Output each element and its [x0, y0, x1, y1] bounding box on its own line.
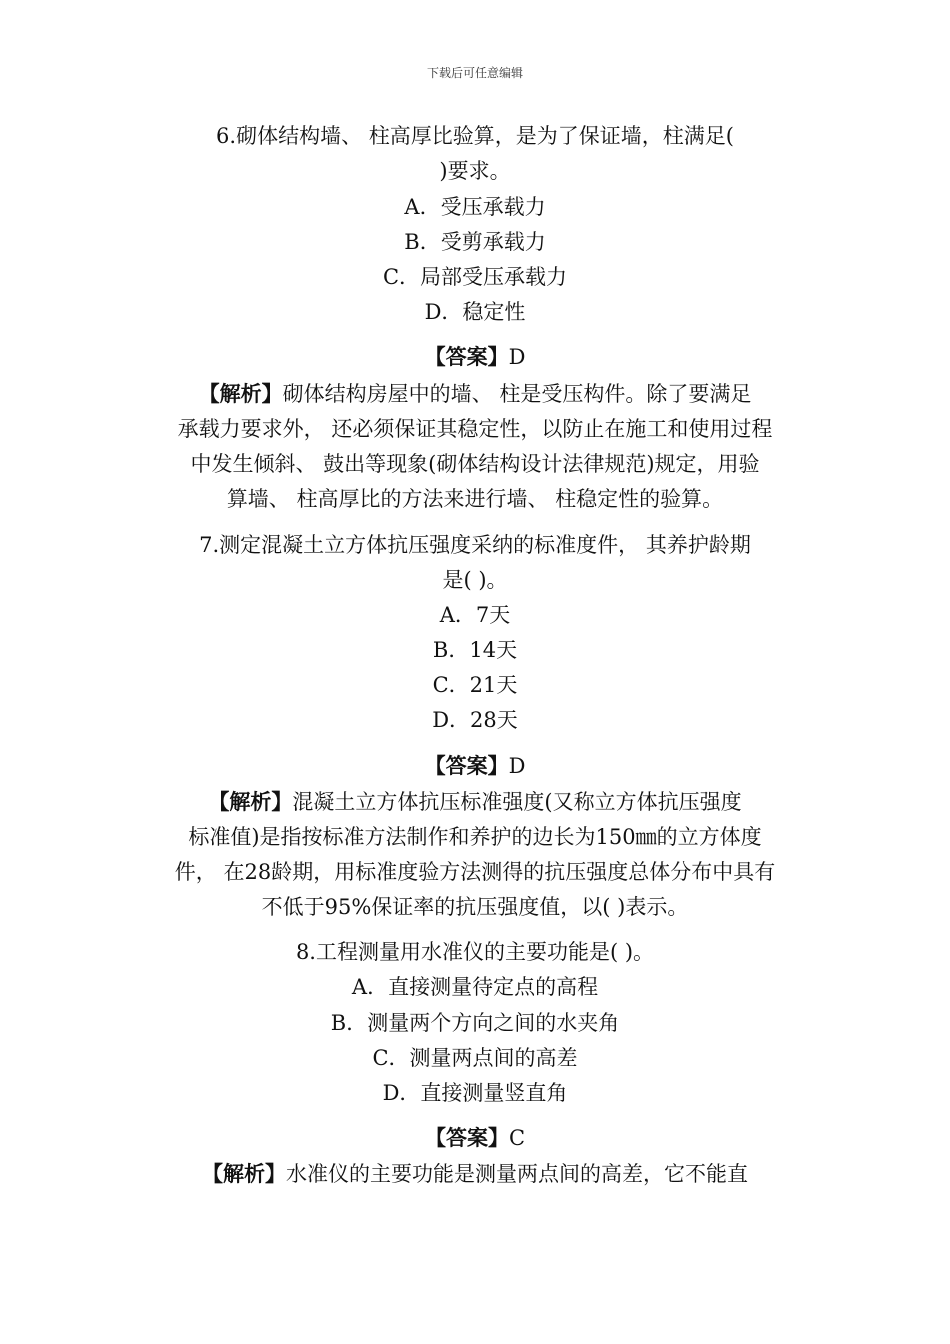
q7-analysis-text-1: 混凝土立方体抗压标准强度(又称立方体抗压强度 — [292, 790, 742, 814]
q8-analysis-text-1: 水准仪的主要功能是测量两点间的高差，它不能直 — [286, 1162, 748, 1186]
q7-answer — [0, 752, 950, 780]
q6-analysis-label: 【解析】 — [198, 381, 283, 406]
q6-option-c: C．局部受压承载力 — [382, 265, 568, 289]
q6-answer-value: D — [508, 345, 526, 369]
q8-analysis-line-1 — [0, 1160, 950, 1188]
q6-analysis-line-1 — [0, 380, 950, 408]
q6-analysis-text-1: 砌体结构房屋中的墙、 柱是受压构件。除了要满足 — [282, 382, 752, 406]
q8-option-c: C．测量两点间的高差 — [372, 1046, 578, 1070]
q6-analysis-line-3: 中发生倾斜、 鼓出等现象(砌体结构设计法律规范)规定，用验 — [190, 452, 760, 476]
q6-option-d: D．稳定性 — [424, 300, 526, 324]
q8-answer-label: 【答案】 — [424, 1125, 509, 1150]
q6-answer-label: 【答案】 — [424, 344, 509, 369]
q8-answer-value: C — [508, 1126, 526, 1150]
page-header: 下载后可任意编辑 — [426, 66, 523, 80]
q7-option-b: B．14天 — [432, 638, 518, 662]
q6-analysis-line-4: 算墙、 柱高厚比的方法来进行墙、 柱稳定性的验算。 — [226, 487, 724, 511]
q8-analysis-label: 【解析】 — [202, 1161, 286, 1186]
q8-answer — [0, 1124, 950, 1152]
q8-option-d: D．直接测量竖直角 — [382, 1081, 568, 1105]
q6-option-b: B．受剪承载力 — [404, 230, 546, 254]
q6-analysis-line-2: 承载力要求外， 还必须保证其稳定性，以防止在施工和使用过程 — [177, 417, 773, 441]
q7-answer-label: 【答案】 — [424, 753, 509, 778]
q7-stem-line-2: 是( )。 — [442, 568, 508, 592]
q7-option-d: D．28天 — [432, 708, 518, 732]
q7-analysis-line-3: 件， 在28龄期，用标准度验方法测得的抗压强度总体分布中具有 — [174, 860, 776, 884]
q6-stem-line-2: )要求。 — [439, 159, 511, 183]
q7-analysis-line-1 — [0, 788, 950, 816]
q6-stem-line-1: 6.砌体结构墙、 柱高厚比验算，是为了保证墙，柱满足( — [216, 124, 734, 148]
q7-answer-value: D — [508, 754, 526, 778]
q7-option-c: C．21天 — [432, 673, 518, 697]
q7-stem-line-1: 7.测定混凝土立方体抗压强度采纳的标准度件， 其养护龄期 — [199, 533, 751, 557]
q7-option-a: A．7天 — [439, 603, 511, 627]
q8-stem-line-1: 8.工程测量用水准仪的主要功能是( )。 — [295, 940, 655, 964]
q8-option-b: B．测量两个方向之间的水夹角 — [330, 1011, 620, 1035]
q6-option-a: A．受压承载力 — [404, 195, 546, 219]
q7-analysis-label: 【解析】 — [208, 789, 293, 814]
q7-analysis-line-4: 不低于95%保证率的抗压强度值，以( )表示。 — [261, 895, 689, 919]
q7-analysis-line-2: 标准值)是指按标准方法制作和养护的边长为150㎜的立方体度 — [188, 825, 762, 849]
q8-option-a: A．直接测量待定点的高程 — [351, 975, 599, 999]
q6-answer — [0, 343, 950, 371]
